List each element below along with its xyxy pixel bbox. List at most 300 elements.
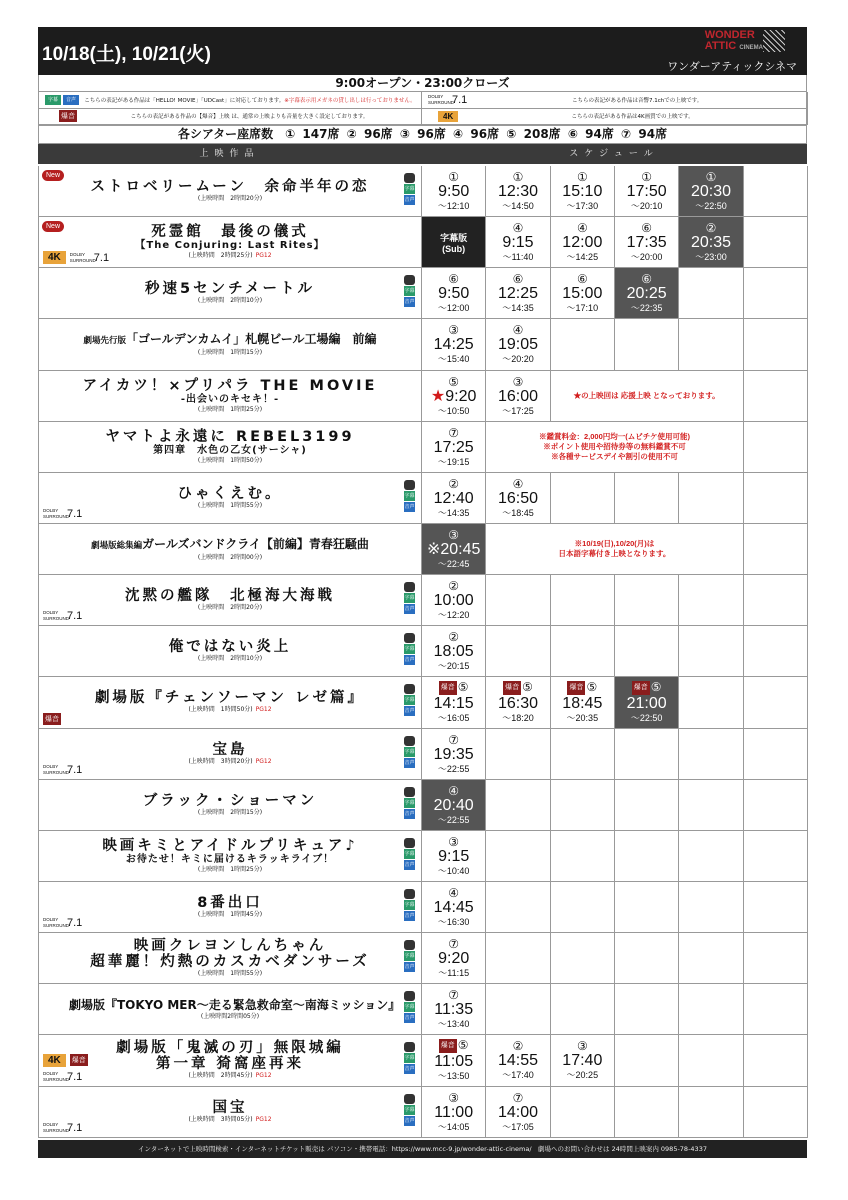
audio-guide-icon: 音声 — [404, 964, 415, 971]
movie-title — [69, 1100, 391, 1116]
empty-slot — [615, 575, 679, 626]
legend-access-text: こちらの表記がある作品は「HELLO! MOVIE」「UDCast」に対応しております。 — [84, 97, 285, 104]
showtime[interactable] — [486, 166, 550, 217]
dolby-num: 7.1 — [67, 610, 83, 623]
empty-slot — [679, 882, 743, 933]
legend-bakuon-text: こちらの表記がある作品の【爆音】上映 は、通常の上映よりも音量を大きく設定しております。 — [130, 114, 369, 121]
start-time — [486, 1104, 549, 1122]
schedule-note — [551, 371, 744, 422]
showtime[interactable] — [422, 524, 486, 575]
end-time: ～12:10 — [437, 201, 470, 212]
showtime[interactable] — [422, 677, 486, 728]
schedule-note — [486, 524, 743, 575]
end-time: ～20:15 — [437, 661, 470, 672]
screen-number-text: ③ — [448, 323, 460, 338]
end-time: ～19:15 — [437, 456, 470, 467]
showtime[interactable] — [679, 217, 743, 268]
legend-bakuon — [39, 109, 422, 126]
accessibility-icons — [404, 991, 415, 1023]
movie-title-text: 映画クレヨンしんちゃん — [133, 938, 327, 955]
showtime[interactable] — [615, 268, 679, 319]
movie-cell — [39, 626, 422, 677]
empty-slot — [486, 780, 550, 831]
legend-access-note: ※字幕表示用メガネの貸し出しは行っておりません。 — [284, 97, 416, 104]
screen-number-text: ⑥ — [641, 272, 653, 287]
movie-title-prefix: 劇場先行版 — [83, 336, 126, 347]
start-time — [422, 490, 485, 508]
empty-slot — [744, 780, 808, 831]
empty-slot — [679, 729, 743, 780]
screen-number-text: ② — [448, 579, 460, 594]
subtitle-icon: 字幕 — [404, 186, 415, 192]
start-time — [422, 695, 485, 713]
screen-number-text: ④ — [512, 323, 524, 338]
showtime[interactable] — [615, 217, 679, 268]
start-time-text: 9:50 — [438, 183, 470, 201]
showtime[interactable] — [486, 319, 550, 370]
theater-logo — [705, 30, 763, 54]
screen-number — [422, 478, 485, 490]
screen-number-text: ③ — [448, 528, 460, 543]
start-time-text: 15:10 — [562, 183, 603, 201]
start-time-text: 16:30 — [497, 695, 539, 713]
showtime[interactable] — [551, 166, 615, 217]
start-time-text: 21:00 — [626, 695, 667, 713]
empty-slot — [486, 626, 550, 677]
start-time — [551, 234, 614, 252]
empty-slot — [551, 984, 615, 1035]
showtime[interactable] — [486, 677, 550, 728]
audio-guide-icon: 音声 — [404, 861, 415, 868]
schedule-note — [486, 422, 743, 473]
format-badges — [43, 713, 62, 725]
movie-subtitle: 第四章 水色の乙女(サーシャ) — [153, 444, 307, 456]
screen-number-text: ⑥ — [448, 272, 460, 287]
movie-cell — [39, 729, 422, 780]
label-text: 字幕版 — [440, 232, 468, 243]
empty-slot — [615, 1035, 679, 1086]
start-time — [422, 1104, 485, 1122]
showtime[interactable] — [422, 1035, 486, 1086]
empty-slot — [615, 831, 679, 882]
note-line: ※鑑賞料金：2,000円均一(ムビチケ使用可能) — [539, 431, 690, 441]
accessibility-icons — [404, 940, 415, 972]
screen-number-text: ① — [705, 170, 717, 185]
accessibility-icons — [404, 582, 415, 614]
start-time — [615, 285, 678, 303]
accessibility-icons — [404, 736, 415, 768]
showtime[interactable] — [422, 933, 486, 984]
movie-cell — [39, 677, 422, 728]
showtime[interactable] — [422, 166, 486, 217]
audio-guide-icon: 音声 — [404, 708, 415, 715]
end-time: ～22:55 — [437, 814, 470, 825]
empty-slot — [486, 933, 550, 984]
subtitle-icon: 字幕 — [404, 901, 415, 908]
end-time: ～23:00 — [695, 252, 727, 263]
showtime[interactable] — [422, 268, 486, 319]
subtitle-icon: 字幕 — [404, 595, 415, 602]
end-time: ～12:00 — [437, 303, 470, 314]
smartphone-icon — [404, 991, 415, 1001]
end-time: ～18:20 — [502, 713, 534, 724]
footer-info: インターネットで上映時間検索・インターネットチケット販売は パソコン・携帯電話：https://www.mcc-9.jp/wonder-attic-cinema/ 劇場へのお問い合わせは 24時間上映案内 0985-78-4337 — [38, 1140, 807, 1158]
rating-badge: PG12 — [255, 706, 272, 714]
empty-slot — [744, 933, 808, 984]
end-time: ～14:25 — [566, 252, 599, 263]
empty-slot — [679, 1087, 743, 1138]
movie-cell — [39, 831, 422, 882]
showtime[interactable] — [486, 1087, 550, 1138]
runtime-text: (上映時間 1時間15分) — [197, 349, 263, 357]
screen-number — [422, 887, 485, 899]
screen-number — [422, 785, 485, 797]
bakuon-icon: 爆音 — [567, 681, 585, 695]
start-time-text: 20:40 — [433, 796, 474, 814]
start-time — [486, 388, 549, 406]
showtime[interactable] — [422, 831, 486, 882]
showtime[interactable] — [551, 217, 615, 268]
screen-number — [486, 681, 549, 695]
movie-runtime — [69, 604, 391, 612]
screen-number-text: ④ — [512, 476, 524, 491]
showtime[interactable] — [615, 166, 679, 217]
screen-number-text: ① — [512, 170, 524, 185]
4k-icon: 4K — [43, 1054, 66, 1067]
screen-number — [486, 171, 549, 183]
screen-number — [422, 734, 485, 746]
empty-slot — [744, 882, 808, 933]
smartphone-icon — [404, 582, 415, 592]
accessibility-icons — [404, 889, 415, 921]
bakuon-icon: 爆音 — [632, 681, 650, 695]
movie-title — [69, 838, 391, 854]
showtime[interactable] — [486, 268, 550, 319]
start-time-text: 18:05 — [433, 643, 474, 661]
movie-cell — [39, 984, 422, 1035]
screen-number-text: ④ — [448, 783, 460, 798]
end-time: ～11:40 — [502, 252, 534, 263]
empty-slot — [551, 319, 615, 370]
start-time — [486, 336, 549, 354]
empty-slot — [551, 626, 615, 677]
audio-guide-icon: 音声 — [404, 1066, 415, 1073]
dolby-num: 7.1 — [452, 93, 468, 106]
dolby-icon — [43, 610, 82, 622]
start-time — [422, 183, 485, 201]
screen-number-text: ⑥ — [641, 221, 653, 236]
movie-cell — [39, 217, 422, 268]
legend — [38, 92, 807, 126]
start-time-text: 14:00 — [497, 1103, 539, 1121]
end-time: ～14:35 — [437, 507, 470, 518]
screen-number-text: ④ — [512, 221, 524, 236]
showtime[interactable] — [486, 473, 550, 524]
start-time — [551, 285, 614, 303]
start-time — [422, 592, 485, 610]
schedule-header: スケジュール — [569, 149, 659, 159]
showtime[interactable] — [551, 677, 615, 728]
movie-cell — [39, 473, 422, 524]
runtime-text: (上映時間 1時間50分) — [197, 456, 263, 464]
start-time — [422, 541, 485, 559]
runtime-text: (上映時間 2時間10分) — [197, 297, 263, 305]
movie-cell — [39, 575, 422, 626]
start-time-text: 11:00 — [434, 1103, 474, 1121]
start-time — [422, 439, 485, 457]
movie-subtitle: 【The Conjuring: Last Rites】 — [135, 240, 325, 252]
showtime[interactable] — [422, 319, 486, 370]
end-time: ～20:35 — [566, 713, 599, 724]
start-time — [422, 336, 485, 354]
end-time: ～10:40 — [437, 865, 470, 876]
legend-4k-text: こちらの表記がある作品は4K画質での上映です。 — [571, 114, 694, 121]
empty-slot — [551, 473, 615, 524]
screen-number-text: ③ — [576, 1039, 588, 1054]
screen-number-text: ② — [448, 630, 460, 645]
screen-number-text: ⑤ — [448, 374, 460, 389]
screen-number — [486, 324, 549, 336]
end-time: ～22:45 — [437, 559, 470, 570]
schedule-date: 10/18(土), 10/21(火) — [42, 44, 211, 65]
showtime[interactable] — [486, 371, 550, 422]
runtime-text: (上映時間 1時間55分) — [197, 501, 263, 509]
header-bar — [38, 27, 807, 75]
screen-number — [551, 171, 614, 183]
screen-number — [422, 1039, 485, 1053]
showtime[interactable] — [422, 371, 486, 422]
smartphone-icon — [404, 736, 415, 746]
dolby-icon — [43, 1071, 82, 1083]
movie-title — [69, 690, 391, 706]
start-time-text: 20:30 — [690, 183, 731, 201]
empty-slot — [551, 882, 615, 933]
format-badges — [43, 764, 82, 776]
movie-title — [69, 378, 391, 394]
legend-access — [39, 92, 422, 109]
dolby-label: DOLBY SURROUND — [43, 610, 70, 622]
format-badges — [43, 610, 82, 622]
start-time — [486, 1052, 549, 1070]
empty-slot — [744, 831, 808, 882]
runtime-text: (上映時間 2時間00分) — [197, 554, 263, 562]
movie-runtime — [69, 911, 391, 919]
start-time — [551, 695, 614, 713]
movie-title — [69, 793, 391, 809]
new-badge: New — [42, 170, 64, 181]
showtime[interactable] — [422, 780, 486, 831]
start-time-text: 9:20 — [445, 387, 477, 405]
accessibility-icons — [404, 173, 415, 205]
movie-title — [69, 429, 391, 445]
dolby-label: DOLBY SURROUND — [43, 763, 70, 775]
showtime[interactable] — [486, 1035, 550, 1086]
showtime[interactable] — [679, 166, 743, 217]
screen-number-text: ⑦ — [448, 732, 460, 747]
showtime[interactable] — [486, 217, 550, 268]
start-time — [422, 1001, 485, 1019]
dolby-num: 7.1 — [67, 917, 83, 930]
screen-number — [422, 273, 485, 285]
end-time: ～17:25 — [502, 405, 534, 416]
dolby-num: 7.1 — [93, 251, 110, 264]
schedule-grid — [38, 166, 807, 1138]
showtime[interactable] — [422, 882, 486, 933]
accessibility-icons — [404, 633, 415, 665]
empty-slot — [679, 268, 743, 319]
movie-title-text: 8番出口 — [197, 895, 263, 912]
smartphone-icon — [404, 940, 415, 950]
showtime[interactable] — [422, 984, 486, 1035]
screen-number-text: ② — [705, 221, 717, 236]
start-time-text: 20:35 — [690, 234, 731, 252]
screen-number — [422, 529, 485, 541]
end-time: ～17:30 — [566, 201, 599, 212]
showtime[interactable] — [551, 1035, 615, 1086]
screen-number-text: ⑤ — [586, 680, 598, 695]
start-time — [486, 285, 549, 303]
movie-title — [69, 588, 391, 604]
accessibility-icons — [404, 684, 415, 716]
screen-number — [551, 222, 614, 234]
bakuon-icon: 爆音 — [439, 681, 457, 695]
start-time-text: 18:45 — [562, 695, 603, 713]
screen-number-text: ④ — [448, 886, 460, 901]
movie-title-text: 国宝 — [212, 1099, 248, 1116]
legend-dolby — [422, 92, 808, 109]
screen-number — [679, 222, 742, 234]
screen-number-text: ⑦ — [448, 425, 460, 440]
audio-guide-icon: 音声 — [404, 657, 415, 664]
movie-runtime — [69, 252, 391, 260]
movie-title-text: 宝島 — [212, 741, 248, 758]
format-badges — [43, 1122, 82, 1134]
empty-slot — [615, 780, 679, 831]
dolby-num: 7.1 — [67, 763, 83, 776]
screen-number — [486, 1092, 549, 1104]
screen-number-text: ⑤ — [650, 680, 662, 695]
showtime[interactable] — [422, 626, 486, 677]
movie-cell — [39, 1035, 422, 1086]
showtime[interactable] — [615, 677, 679, 728]
screen-number — [551, 681, 614, 695]
movie-cell — [39, 882, 422, 933]
empty-slot — [679, 831, 743, 882]
screen-number-text: ① — [576, 170, 588, 185]
empty-slot — [551, 933, 615, 984]
end-time: ～18:45 — [502, 507, 534, 518]
showtime[interactable] — [422, 729, 486, 780]
movie-cell — [39, 371, 422, 422]
films-header: 上映作品 — [199, 149, 260, 159]
format-badges — [43, 251, 109, 264]
empty-slot — [551, 729, 615, 780]
start-time-text: 19:35 — [433, 745, 474, 763]
movie-cell — [39, 268, 422, 319]
dolby-label: DOLBY SURROUND — [43, 1121, 70, 1133]
end-time: ～22:35 — [630, 303, 663, 314]
movie-title — [69, 742, 391, 758]
dolby-label: DOLBY SURROUND — [43, 1070, 70, 1082]
subtitle-icon: 字幕 — [404, 646, 415, 653]
empty-slot — [744, 729, 808, 780]
empty-slot — [486, 882, 550, 933]
end-time: ～10:50 — [437, 405, 470, 416]
bakuon-icon: 爆音 — [61, 112, 75, 121]
screen-number — [422, 427, 485, 439]
accessibility-icons — [404, 1042, 415, 1074]
smartphone-icon — [404, 1094, 415, 1104]
start-time-text: 11:05 — [434, 1053, 474, 1071]
subtitle-icon: 字幕 — [404, 953, 415, 960]
end-time: ～14:35 — [502, 303, 534, 314]
4k-icon: 4K — [438, 111, 458, 122]
note-line: 日本語字幕付き上映となります。 — [558, 549, 671, 559]
start-time — [422, 388, 485, 406]
screen-number — [679, 171, 742, 183]
screen-number-text: ⑥ — [576, 272, 588, 287]
empty-slot — [486, 575, 550, 626]
screen-number-text: ⑦ — [512, 1090, 524, 1105]
movie-title-text: 劇場版「鬼滅の刃」無限城編 — [116, 1040, 344, 1057]
empty-slot — [744, 575, 808, 626]
end-time: ～12:20 — [437, 610, 470, 621]
start-time-text: 15:00 — [562, 285, 603, 303]
dolby-icon — [43, 917, 82, 929]
movie-title-line2: 第一章 猗窩座再来 — [155, 1056, 305, 1073]
showtime[interactable] — [422, 575, 486, 626]
runtime-text: (上映時間2時間05分) — [200, 1013, 260, 1021]
showtime[interactable] — [422, 422, 486, 473]
logo-stripes-icon — [763, 30, 785, 52]
start-time-text: 12:30 — [497, 183, 539, 201]
empty-slot — [744, 319, 808, 370]
empty-slot — [486, 729, 550, 780]
empty-slot — [615, 984, 679, 1035]
smartphone-icon — [404, 275, 415, 285]
opening-hours: 9:00オープン・23:00クローズ — [38, 75, 807, 92]
accessibility-icons — [404, 480, 415, 512]
screen-number — [486, 222, 549, 234]
movie-cell — [39, 422, 422, 473]
empty-slot — [679, 933, 743, 984]
start-time-text: 12:25 — [497, 285, 539, 303]
movie-runtime — [69, 297, 391, 305]
movie-title — [69, 486, 391, 502]
screen-number-text: ② — [448, 476, 460, 491]
rating-badge: PG12 — [255, 1072, 272, 1080]
empty-slot — [679, 575, 743, 626]
showtime[interactable] — [422, 473, 486, 524]
audio-guide-icon: 音声 — [404, 299, 415, 306]
smartphone-icon — [404, 1042, 415, 1052]
empty-slot — [679, 1035, 743, 1086]
empty-slot — [679, 473, 743, 524]
screen-number — [486, 376, 549, 388]
showtime[interactable] — [551, 268, 615, 319]
empty-slot — [744, 1035, 808, 1086]
movie-title-text: ガールズバンドクライ【前編】青春狂騒曲 — [142, 537, 369, 552]
movie-runtime — [69, 195, 391, 203]
movie-title-text: 秒速5センチメートル — [144, 281, 315, 298]
empty-slot — [615, 1087, 679, 1138]
showtime[interactable] — [422, 1087, 486, 1138]
movie-runtime — [69, 866, 391, 874]
screen-number — [551, 1040, 614, 1052]
empty-slot — [744, 166, 808, 217]
start-time — [615, 234, 678, 252]
label-text: (Sub) — [442, 243, 466, 254]
